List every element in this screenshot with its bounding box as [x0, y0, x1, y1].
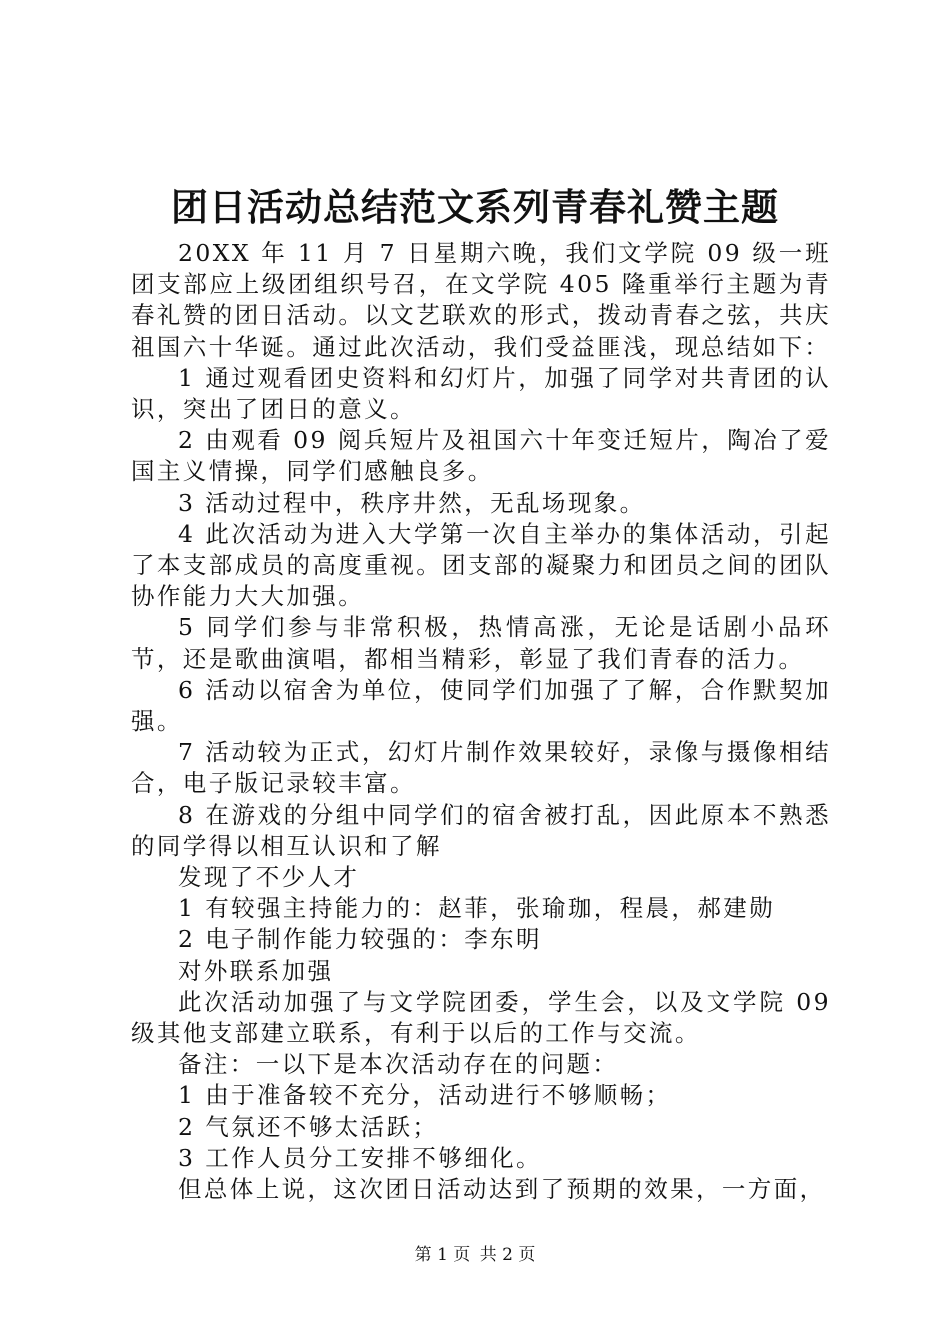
paragraph: 8 在游戏的分组中同学们的宿舍被打乱，因此原本不熟悉的同学得以相互认识和了解 [131, 800, 831, 860]
paragraph: 4 此次活动为进入大学第一次自主举办的集体活动，引起了本支部成员的高度重视。团支部的凝聚力和团员之间的团队协作能力大大加强。 [131, 519, 831, 611]
paragraph: 3 活动过程中，秩序井然，无乱场现象。 [178, 488, 646, 517]
document-title: 团日活动总结范文系列青春礼赞主题 [171, 185, 779, 229]
page-number: 第 1 页 [414, 1245, 471, 1265]
paragraph: 发现了不少人才 [178, 863, 360, 892]
paragraph: 7 活动较为正式，幻灯片制作效果较好，录像与摄像相结合，电子版记录较丰富。 [131, 738, 831, 798]
paragraph: 备注：一以下是本次活动存在的问题： [178, 1050, 619, 1079]
page-footer [0, 1243, 950, 1267]
page-total: 共 2 页 [479, 1245, 536, 1265]
document-body [131, 238, 831, 1205]
paragraph: 2 电子制作能力较强的：李东明 [178, 925, 542, 954]
paragraph: 对外联系加强 [178, 956, 334, 985]
paragraph: 1 有较强主持能力的：赵菲，张瑜珈，程晨，郝建勋 [178, 894, 776, 923]
paragraph: 1 通过观看团史资料和幻灯片，加强了同学对共青团的认识，突出了团日的意义。 [131, 363, 831, 424]
paragraph: 2 气氛还不够太活跃； [178, 1112, 439, 1141]
paragraph: 2 由观看 09 阅兵短片及祖国六十年变迁短片，陶冶了爱国主义情操，同学们感触良多。 [131, 426, 831, 486]
paragraph: 5 同学们参与非常积极，热情高涨，无论是话剧小品环节，还是歌曲演唱，都相当精彩，彰显了我们青春的活力。 [131, 613, 831, 673]
paragraph: 3 工作人员分工安排不够细化。 [178, 1143, 542, 1172]
paragraph: 20XX 年 11 月 7 日星期六晚，我们文学院 09 级一班团支部应上级团组织号召，在文学院 405 隆重举行主题为青春礼赞的团日活动。以文艺联欢的形式，拨动青春之弦，共庆祖国六十华诞。通过此次活动，我们受益匪浅，现总结如下： [131, 239, 831, 361]
paragraph: 但总体上说，这次团日活动达到了预期的效果，一方面， [178, 1175, 826, 1204]
paragraph: 6 活动以宿舍为单位，使同学们加强了了解，合作默契加强。 [131, 675, 831, 736]
paragraph: 1 由于准备较不充分，活动进行不够顺畅； [178, 1081, 672, 1110]
paragraph: 此次活动加强了与文学院团委，学生会，以及文学院 09 级其他支部建立联系，有利于以后的工作与交流。 [131, 987, 831, 1048]
